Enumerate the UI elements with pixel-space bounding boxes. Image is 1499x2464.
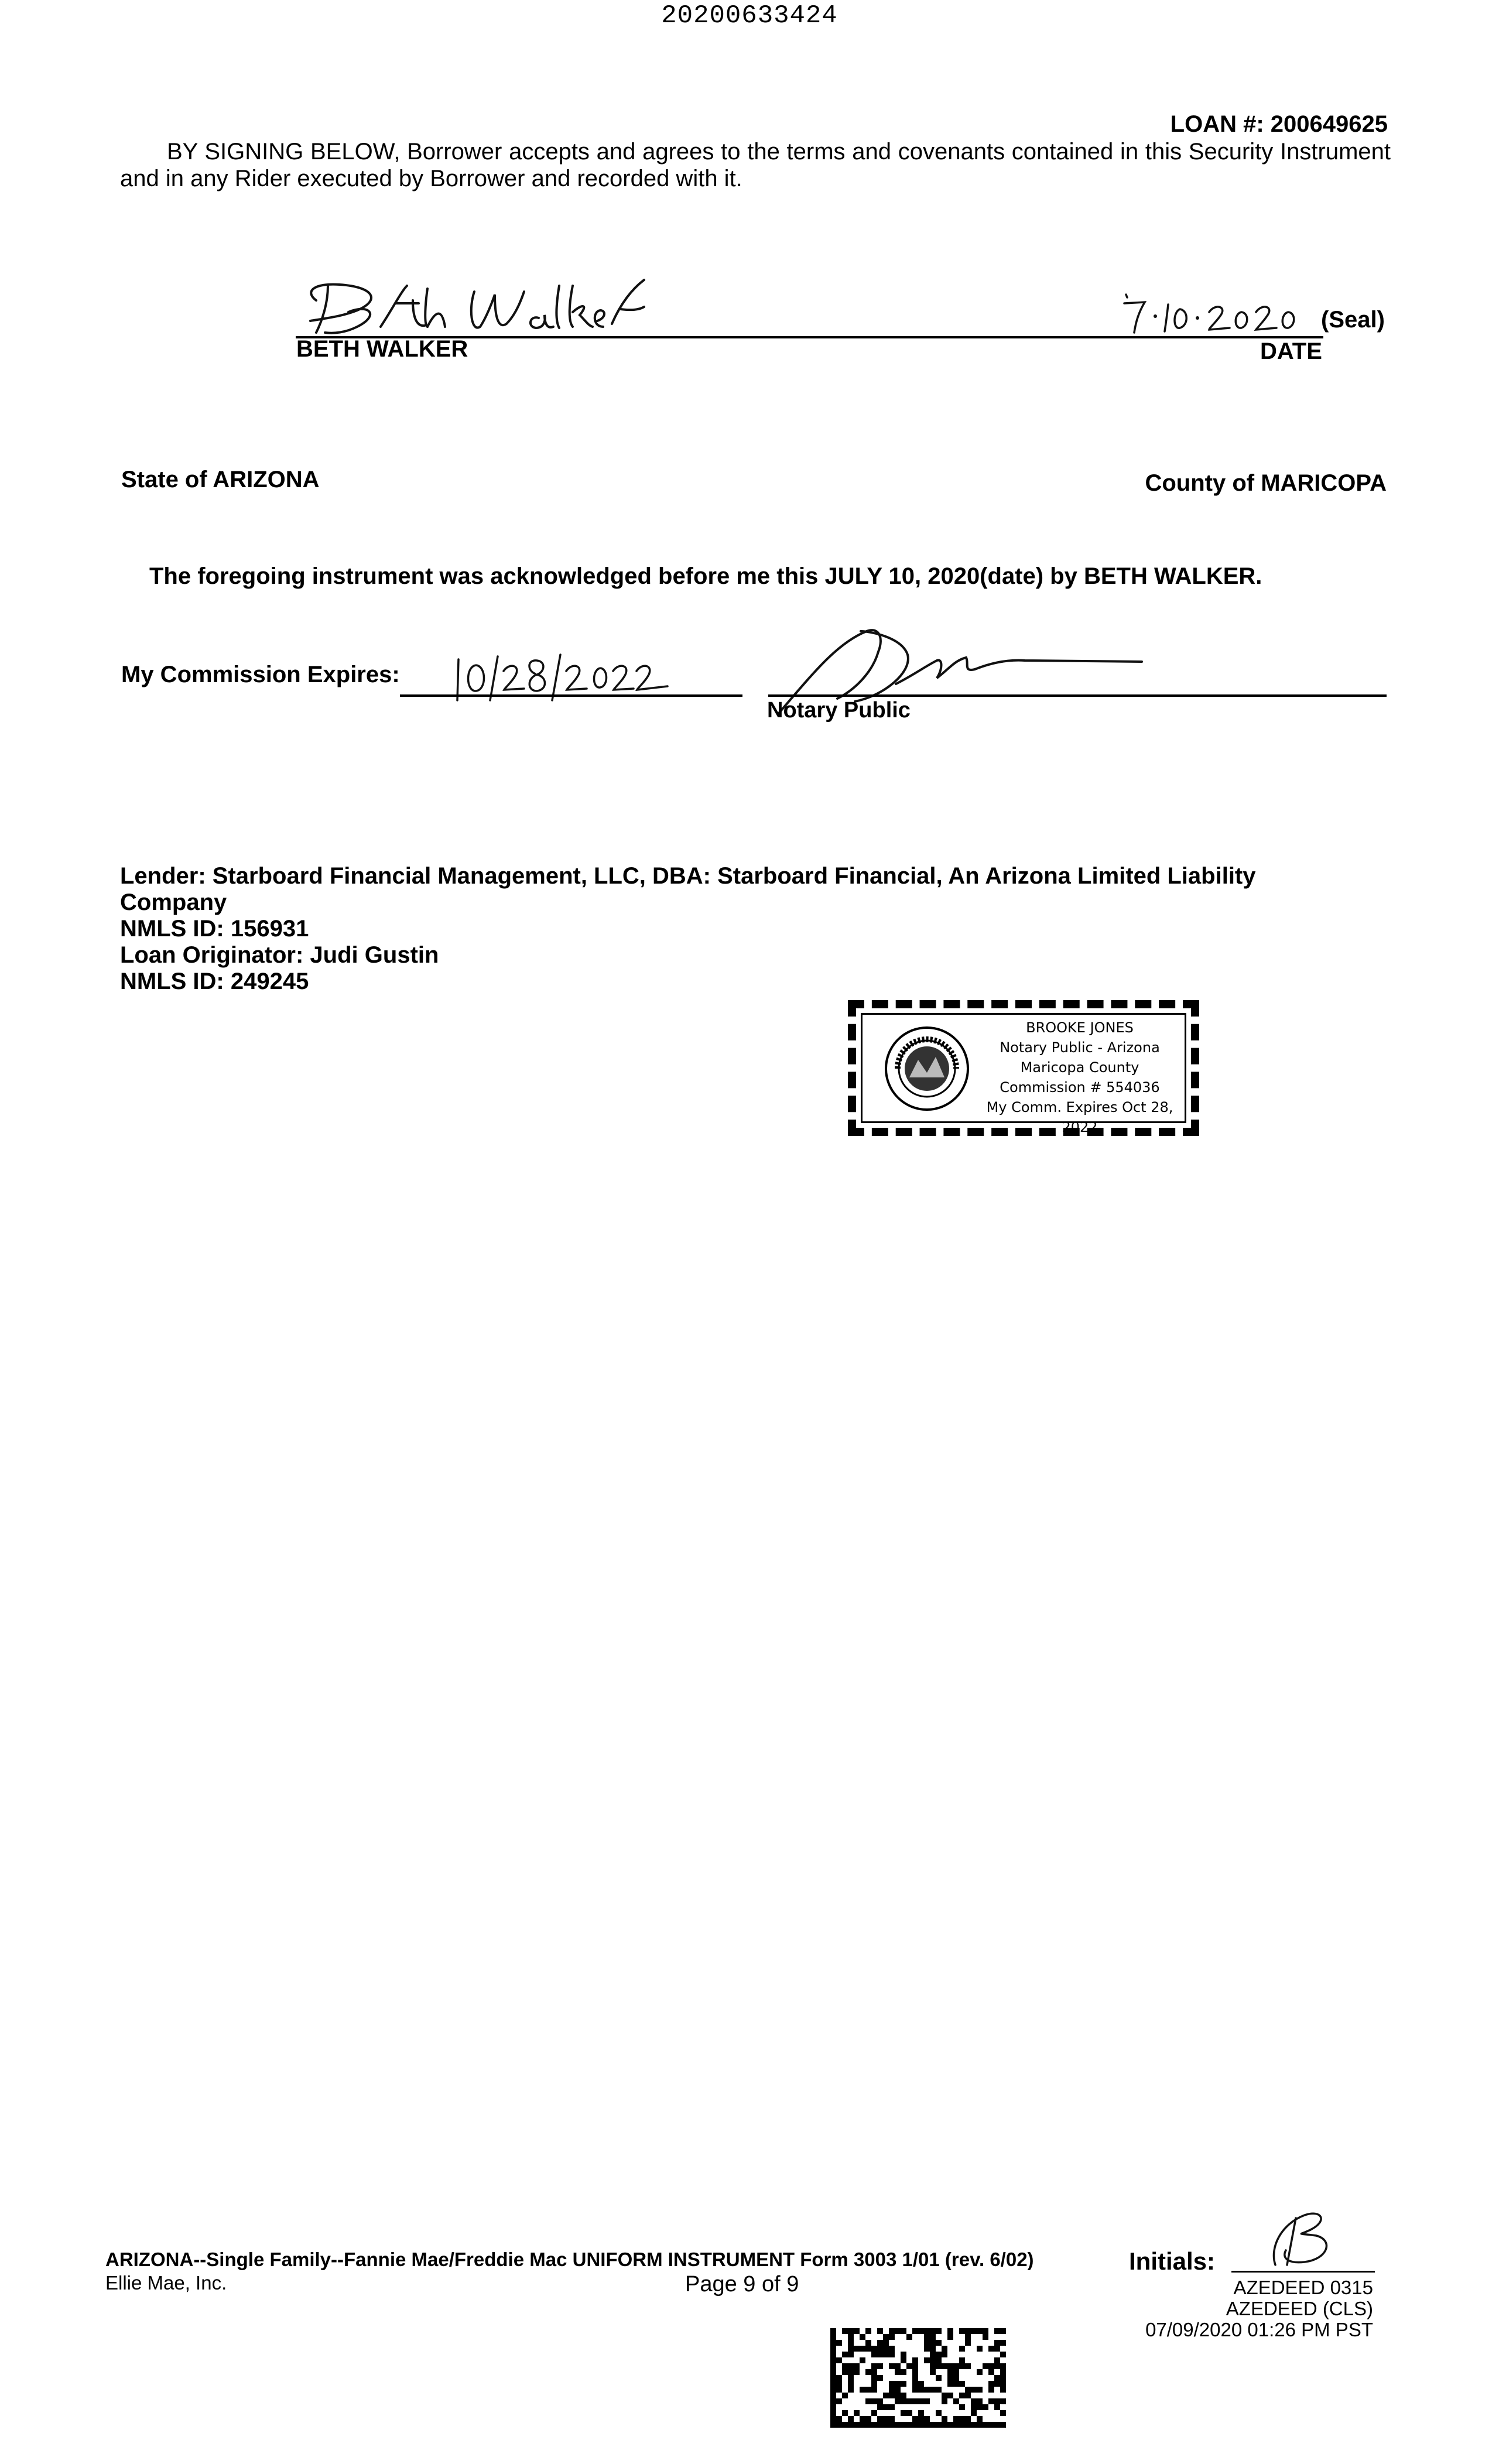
borrower-name: BETH WALKER — [296, 336, 468, 362]
county-label: County of MARICOPA — [1145, 470, 1387, 496]
stamp-text — [974, 1018, 1185, 1137]
loan-originator: Loan Originator: Judi Gustin — [120, 942, 439, 968]
stamp-notary-name: BROOKE JONES — [1026, 1019, 1134, 1036]
commission-expires-label: My Commission Expires: — [121, 662, 400, 687]
form-code-cls: AZEDEED (CLS) — [1226, 2298, 1373, 2319]
lender-name: Lender: Starboard Financial Management, LLC, DBA: Starboard Financial, An Arizona Limited Liability Company — [120, 863, 1256, 915]
document-number: 20200633424 — [661, 1, 838, 30]
form-code: AZEDEED 0315 — [1233, 2277, 1373, 2298]
form-title: ARIZONA--Single Family--Fannie Mae/Freddie Mac UNIFORM INSTRUMENT Form 3003 1/01 (rev. 6/02) — [105, 2249, 1034, 2270]
date-label: DATE — [1260, 338, 1322, 364]
barcode-icon — [830, 2328, 1006, 2428]
initials-signature — [1240, 2206, 1346, 2271]
acknowledgment-text: BY SIGNING BELOW, Borrower accepts and agrees to the terms and covenants contained in this Security Instrument and in any Rider executed by Borrower and recorded with it. — [120, 139, 1391, 191]
seal-label: (Seal) — [1321, 307, 1385, 333]
acknowledgment-paragraph — [120, 138, 1391, 192]
notary-stamp — [848, 1000, 1199, 1136]
initials-line — [1231, 2271, 1375, 2273]
initials-label: Initials: — [1129, 2247, 1216, 2275]
originator-nmls-id: NMLS ID: 249245 — [120, 969, 309, 994]
page-number: Page 9 of 9 — [685, 2272, 799, 2297]
state-label: State of ARIZONA — [121, 467, 320, 492]
signature-date-handwritten — [1121, 292, 1320, 338]
notary-signature-line — [768, 694, 1387, 697]
stamp-expiration: My Comm. Expires Oct 28, 2022 — [986, 1099, 1173, 1135]
notary-public-label: Notary Public — [767, 698, 911, 723]
print-timestamp: 07/09/2020 01:26 PM PST — [1145, 2319, 1373, 2340]
foregoing-statement: The foregoing instrument was acknowledged before me this JULY 10, 2020(date) by BETH WALKER. — [149, 563, 1262, 589]
stamp-county: Maricopa County — [1020, 1059, 1139, 1076]
loan-number: LOAN #: 200649625 — [1170, 111, 1388, 137]
state-seal-icon — [883, 1025, 971, 1113]
commission-date-handwritten — [454, 648, 676, 706]
commission-date-line — [400, 694, 742, 697]
stamp-notary-title: Notary Public - Arizona — [1000, 1039, 1160, 1056]
lender-info — [120, 863, 1350, 995]
vendor-name: Ellie Mae, Inc. — [105, 2272, 227, 2294]
lender-nmls-id: NMLS ID: 156931 — [120, 916, 309, 942]
stamp-commission-number: Commission # 554036 — [1000, 1079, 1160, 1096]
